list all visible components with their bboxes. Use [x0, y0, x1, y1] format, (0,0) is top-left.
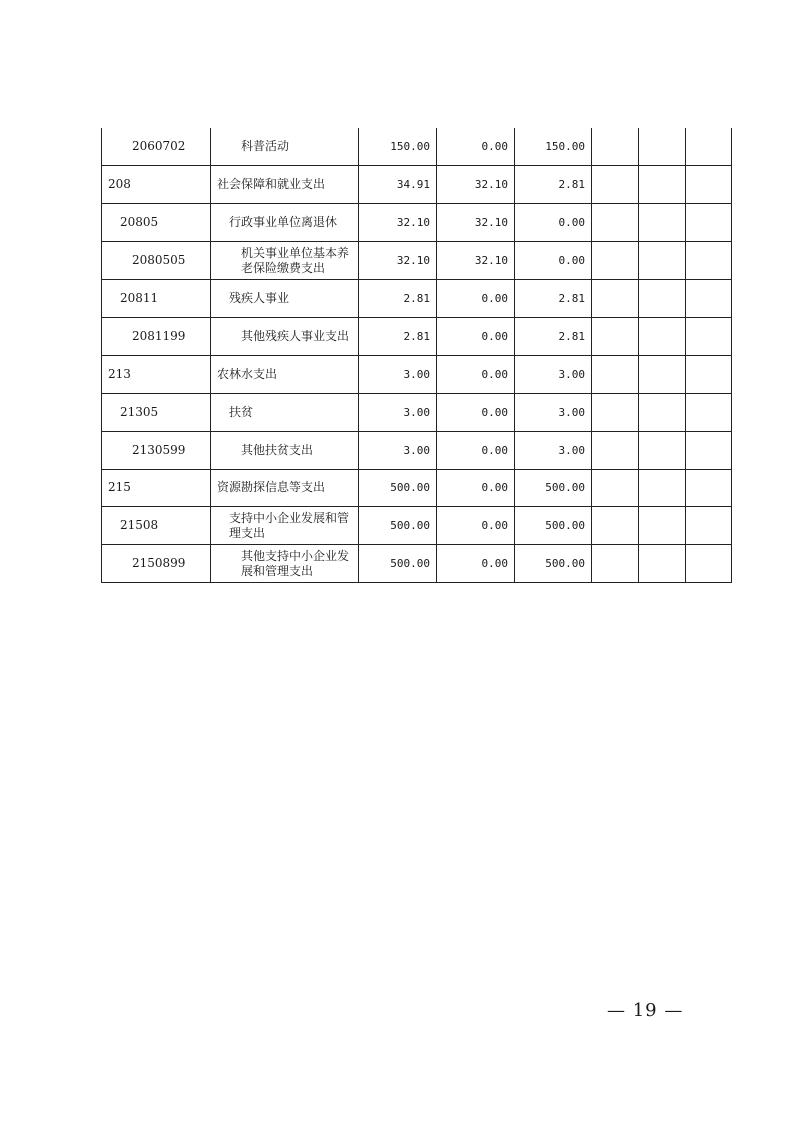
cell-basic: 0.00: [437, 545, 515, 583]
cell-project: 0.00: [515, 204, 592, 242]
cell-empty: [686, 317, 732, 355]
cell-project: 3.00: [515, 431, 592, 469]
cell-empty: [592, 166, 639, 204]
cell-empty: [592, 507, 639, 545]
table-row: [102, 166, 732, 204]
cell-total: 32.10: [359, 242, 437, 280]
cell-empty: [639, 242, 686, 280]
cell-basic: 0.00: [437, 317, 515, 355]
cell-name: 机关事业单位基本养老保险缴费支出: [211, 242, 359, 280]
cell-total: 500.00: [359, 469, 437, 507]
budget-table: [101, 128, 732, 583]
cell-code: 2080505: [102, 242, 211, 280]
cell-total: 2.81: [359, 317, 437, 355]
cell-basic: 32.10: [437, 166, 515, 204]
cell-empty: [686, 166, 732, 204]
cell-empty: [639, 393, 686, 431]
table-row: [102, 545, 732, 583]
table-row: [102, 317, 732, 355]
cell-name: 支持中小企业发展和管理支出: [211, 507, 359, 545]
cell-basic: 32.10: [437, 242, 515, 280]
cell-project: 500.00: [515, 507, 592, 545]
cell-project: 150.00: [515, 128, 592, 166]
cell-total: 34.91: [359, 166, 437, 204]
cell-code: 21305: [102, 393, 211, 431]
cell-empty: [592, 469, 639, 507]
table-row: [102, 393, 732, 431]
cell-empty: [592, 242, 639, 280]
cell-project: 2.81: [515, 280, 592, 318]
cell-empty: [686, 431, 732, 469]
cell-total: 500.00: [359, 507, 437, 545]
cell-total: 2.81: [359, 280, 437, 318]
table-row: [102, 204, 732, 242]
cell-empty: [592, 128, 639, 166]
cell-empty: [639, 128, 686, 166]
cell-empty: [592, 545, 639, 583]
cell-project: 3.00: [515, 355, 592, 393]
cell-empty: [592, 355, 639, 393]
cell-code: 20811: [102, 280, 211, 318]
cell-basic: 32.10: [437, 204, 515, 242]
cell-empty: [686, 469, 732, 507]
cell-code: 2081199: [102, 317, 211, 355]
cell-empty: [639, 545, 686, 583]
cell-total: 150.00: [359, 128, 437, 166]
table-body: [102, 128, 732, 583]
cell-project: 3.00: [515, 393, 592, 431]
cell-empty: [686, 242, 732, 280]
cell-total: 3.00: [359, 355, 437, 393]
cell-project: 2.81: [515, 166, 592, 204]
cell-project: 2.81: [515, 317, 592, 355]
cell-empty: [686, 204, 732, 242]
cell-project: 0.00: [515, 242, 592, 280]
cell-name: 行政事业单位离退休: [211, 204, 359, 242]
table-row: [102, 280, 732, 318]
cell-project: 500.00: [515, 469, 592, 507]
cell-basic: 0.00: [437, 507, 515, 545]
cell-code: 215: [102, 469, 211, 507]
cell-empty: [639, 355, 686, 393]
cell-empty: [639, 204, 686, 242]
cell-name: 社会保障和就业支出: [211, 166, 359, 204]
table-row: [102, 469, 732, 507]
cell-empty: [592, 204, 639, 242]
cell-name: 残疾人事业: [211, 280, 359, 318]
cell-basic: 0.00: [437, 469, 515, 507]
table-row: [102, 431, 732, 469]
cell-basic: 0.00: [437, 431, 515, 469]
cell-empty: [686, 355, 732, 393]
cell-code: 213: [102, 355, 211, 393]
table-row: [102, 507, 732, 545]
cell-empty: [592, 393, 639, 431]
cell-code: 2130599: [102, 431, 211, 469]
cell-empty: [592, 317, 639, 355]
cell-basic: 0.00: [437, 128, 515, 166]
cell-basic: 0.00: [437, 355, 515, 393]
cell-empty: [686, 393, 732, 431]
cell-empty: [639, 280, 686, 318]
cell-name: 其他支持中小企业发展和管理支出: [211, 545, 359, 583]
cell-code: 21508: [102, 507, 211, 545]
cell-code: 20805: [102, 204, 211, 242]
cell-total: 32.10: [359, 204, 437, 242]
cell-empty: [686, 507, 732, 545]
cell-name: 其他残疾人事业支出: [211, 317, 359, 355]
cell-code: 2060702: [102, 128, 211, 166]
cell-empty: [639, 507, 686, 545]
cell-code: 2150899: [102, 545, 211, 583]
cell-empty: [686, 128, 732, 166]
cell-empty: [686, 545, 732, 583]
cell-empty: [592, 431, 639, 469]
cell-total: 3.00: [359, 393, 437, 431]
cell-total: 3.00: [359, 431, 437, 469]
cell-total: 500.00: [359, 545, 437, 583]
cell-empty: [639, 317, 686, 355]
cell-basic: 0.00: [437, 393, 515, 431]
cell-empty: [686, 280, 732, 318]
cell-project: 500.00: [515, 545, 592, 583]
page-number: — 19 —: [607, 1000, 684, 1021]
cell-name: 资源勘探信息等支出: [211, 469, 359, 507]
table-row: [102, 242, 732, 280]
cell-empty: [639, 469, 686, 507]
cell-basic: 0.00: [437, 280, 515, 318]
cell-empty: [592, 280, 639, 318]
cell-empty: [639, 431, 686, 469]
table-row: [102, 128, 732, 166]
cell-code: 208: [102, 166, 211, 204]
table-row: [102, 355, 732, 393]
cell-name: 农林水支出: [211, 355, 359, 393]
cell-name: 扶贫: [211, 393, 359, 431]
cell-empty: [639, 166, 686, 204]
cell-name: 其他扶贫支出: [211, 431, 359, 469]
cell-name: 科普活动: [211, 128, 359, 166]
